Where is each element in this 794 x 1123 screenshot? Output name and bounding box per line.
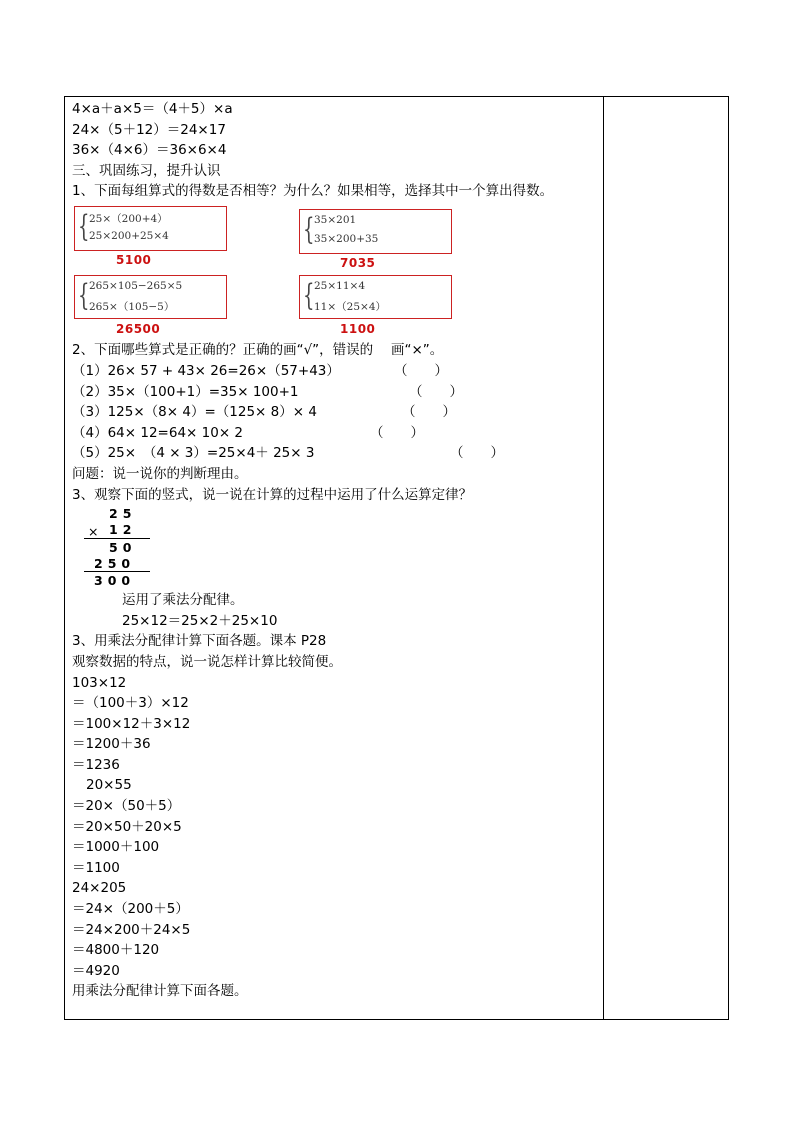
text-line: ＝1000＋100 <box>72 839 160 856</box>
text-line: 用乘法分配律计算下面各题。 <box>72 983 248 1000</box>
judgement-item: （3）125×（8× 4）=（125× 8）× 4 （ ） <box>72 402 600 423</box>
expression-bottom: 265×（105−5） <box>89 301 175 314</box>
section-heading: 三、巩固练习，提升认识 <box>72 162 221 179</box>
text-line: ＝1236 <box>72 756 120 773</box>
text-line: ＝（100＋3）×12 <box>72 695 189 712</box>
answer-label: 1100 <box>340 322 376 337</box>
answer-line: 运用了乘法分配律。 <box>122 592 244 609</box>
expression-box <box>299 209 452 254</box>
lesson-table <box>64 96 729 1020</box>
question-2-title: 2、下面哪些算式是正确的？正确的画“√”，错误的 画“×”。 <box>72 342 444 359</box>
text-line: 24×（5＋12）＝24×17 <box>72 121 226 138</box>
expression-top: 25×（200+4） <box>89 213 168 226</box>
expression-top: 25×11×4 <box>314 280 365 293</box>
expression-top: 35×201 <box>314 214 357 227</box>
times-sign: × <box>88 524 104 540</box>
answer-label: 26500 <box>116 322 161 337</box>
text-line: ＝24×（200＋5） <box>72 901 189 918</box>
multiplicand: 25 <box>109 506 137 522</box>
expression-box <box>74 206 227 251</box>
vertical-multiplication <box>72 506 600 590</box>
answer-blank[interactable]: （ ） <box>402 404 456 421</box>
text-line: 3、用乘法分配律计算下面各题。课本 P28 <box>72 633 327 650</box>
product-result: 300 <box>94 573 136 589</box>
text-line: ＝4920 <box>72 962 120 979</box>
text-line: ＝1200＋36 <box>72 736 151 753</box>
judgement-item: （2）35×（100+1）=35× 100+1 （ ） <box>72 382 600 403</box>
judgement-list <box>72 361 600 464</box>
text-line: ＝100×12＋3×12 <box>72 715 191 732</box>
text-line: 103×12 <box>72 674 127 691</box>
answer-blank[interactable]: （ ） <box>450 445 504 462</box>
text-line: ＝20×（50＋5） <box>72 798 181 815</box>
expression-box <box>299 275 452 319</box>
rule-line <box>84 538 150 539</box>
question-2-prompt: 问题：说一说你的判断理由。 <box>72 465 248 482</box>
question-1-title: 1、下面每组算式的得数是否相等？为什么？如果相等，选择其中一个算出得数。 <box>72 183 554 200</box>
answer-line: 25×12＝25×2＋25×10 <box>122 612 278 629</box>
text-line: 20×55 <box>86 777 132 794</box>
expression-box <box>74 275 227 319</box>
expression-top: 265×105−265×5 <box>89 280 183 293</box>
lesson-content <box>72 99 600 1002</box>
brace-icon: { <box>303 278 315 314</box>
brace-icon: { <box>78 278 90 314</box>
text-line: 观察数据的特点，说一说怎样计算比较简便。 <box>72 653 342 670</box>
question-3-title: 3、观察下面的竖式，说一说在计算的过程中运用了什么运算定律？ <box>72 486 473 503</box>
judgement-item: （4）64× 12=64× 10× 2 （ ） <box>72 423 600 444</box>
text-line: 36×（4×6）＝36×6×4 <box>72 142 227 159</box>
brace-icon: { <box>303 212 315 248</box>
expression-bottom: 35×200+35 <box>314 233 379 246</box>
answer-blank[interactable]: （ ） <box>370 424 424 441</box>
text-line: 24×205 <box>72 880 127 897</box>
answer-label: 7035 <box>340 256 376 271</box>
rule-line <box>84 571 150 572</box>
judgement-item: （5）25× （4 × 3）=25×4＋ 25× 3 （ ） <box>72 443 600 464</box>
column-divider <box>603 97 604 1019</box>
text-line: ＝20×50＋20×5 <box>72 818 182 835</box>
answer-label: 5100 <box>116 253 152 268</box>
text-line: 4×a＋a×5＝（4＋5）×a <box>72 101 233 117</box>
expression-boxes <box>72 206 600 340</box>
brace-icon: { <box>78 209 90 245</box>
expression-bottom: 25×200+25×4 <box>89 230 169 243</box>
answer-blank[interactable]: （ ） <box>409 383 463 400</box>
expression-bottom: 11×（25×4） <box>314 301 386 314</box>
partial-product: 50 <box>109 540 137 556</box>
judgement-item: （1）26× 57 + 43× 26=26×（57+43） （ ） <box>72 361 600 382</box>
multiplier: 12 <box>109 522 137 538</box>
answer-blank[interactable]: （ ） <box>394 362 448 379</box>
text-line: ＝24×200＋24×5 <box>72 921 191 938</box>
text-line: ＝1100 <box>72 859 120 876</box>
partial-product: 250 <box>94 556 136 572</box>
text-line: ＝4800＋120 <box>72 942 160 959</box>
